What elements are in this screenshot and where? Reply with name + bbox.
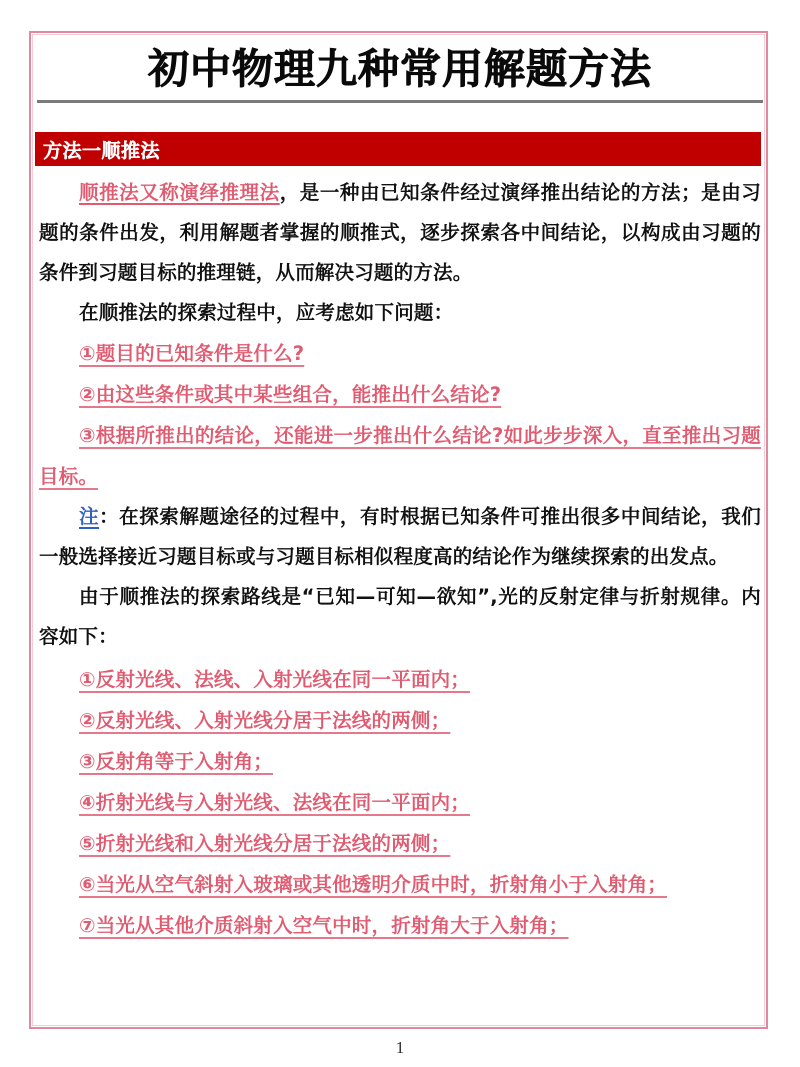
law-item-6-text: ⑥当光从空气斜射入玻璃或其他透明介质中时，折射角小于入射角； <box>79 873 668 897</box>
paragraph-route: 由于顺推法的探索路线是“已知—可知—欲知”,光的反射定律与折射规律。内容如下： <box>39 585 761 649</box>
law-item-6 <box>39 864 761 905</box>
paragraph-definition <box>39 173 761 293</box>
law-item-5 <box>39 823 761 864</box>
title-divider <box>37 100 763 103</box>
law-item-2 <box>39 700 761 741</box>
paragraph-note <box>39 497 761 577</box>
document-content <box>35 33 765 1028</box>
optics-laws-list <box>39 659 761 946</box>
law-item-7-text: ⑦当光从其他介质斜射入空气中时，折射角大于入射角； <box>79 914 569 938</box>
body-text-block <box>35 173 765 946</box>
law-item-4 <box>39 782 761 823</box>
section-header-label: 方法一顺推法 <box>43 139 161 162</box>
note-rest-text: ：在探索解题途径的过程中，有时根据已知条件可推出很多中间结论，我们一般选择接近习题目标或与习题目标相似程度高的结论作为继续探索的出发点。 <box>39 505 761 569</box>
law-item-3 <box>39 741 761 782</box>
law-item-4-text: ④折射光线与入射光线、法线在同一平面内； <box>79 791 471 815</box>
question-item-3 <box>39 415 761 497</box>
question-item-3-text: ③根据所推出的结论，还能进一步推出什么结论?如此步步深入，直至推出习题目标。 <box>39 424 761 489</box>
law-item-5-text: ⑤折射光线和入射光线分居于法线的两侧； <box>79 832 451 856</box>
question-item-1 <box>39 333 761 374</box>
paragraph-process-intro: 在顺推法的探索过程中，应考虑如下问题： <box>79 301 454 325</box>
law-item-3-text: ③反射角等于入射角； <box>79 750 274 774</box>
question-item-1-text: ①题目的已知条件是什么? <box>79 342 305 366</box>
note-label: 注 <box>79 505 100 529</box>
law-item-2-text: ②反射光线、入射光线分居于法线的两侧； <box>79 709 451 733</box>
law-item-1-text: ①反射光线、法线、入射光线在同一平面内； <box>79 668 471 692</box>
definition-rest-text: ，是一种由已知条件经过演绎推出结论的方法；是由习题的条件出发，利用解题者掌握的顺推式，逐步探索各中间结论，以构成由习题的条件到习题目标的推理链，从而解决习题的方法。 <box>39 181 761 285</box>
section-header-bar <box>35 132 761 166</box>
question-item-2 <box>39 374 761 415</box>
question-item-2-text: ②由这些条件或其中某些组合，能推出什么结论? <box>79 383 502 407</box>
page-number: 1 <box>395 1038 405 1057</box>
definition-lead-emphasis: 顺推法又称演绎推理法 <box>79 181 280 205</box>
page-title: 初中物理九种常用解题方法 <box>148 45 652 93</box>
law-item-7 <box>39 905 761 946</box>
law-item-1 <box>39 659 761 700</box>
